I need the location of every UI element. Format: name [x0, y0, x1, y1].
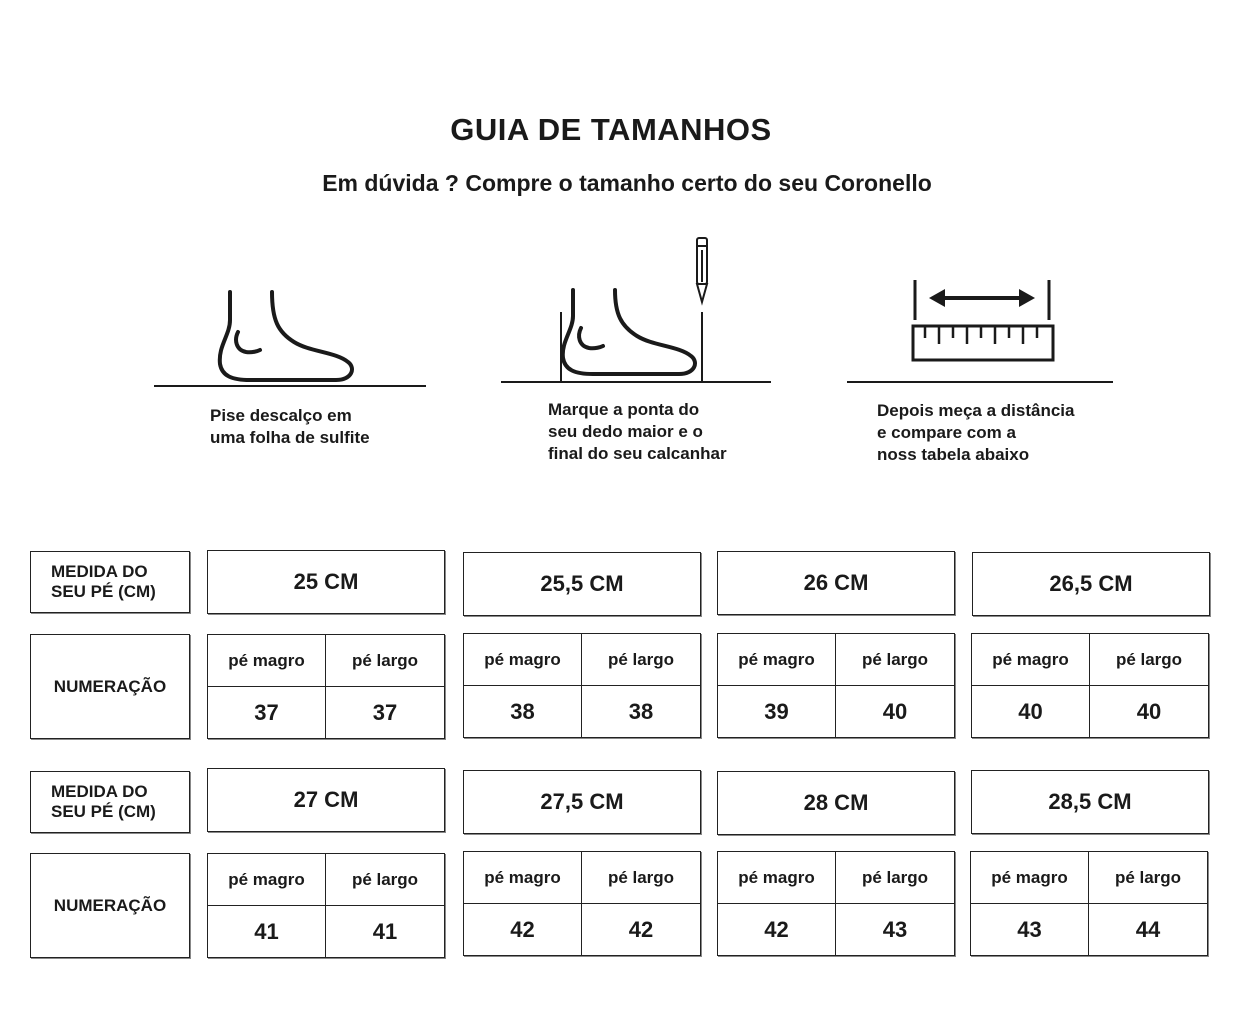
magro-value: 40	[972, 686, 1090, 737]
size-numbers-cell	[207, 853, 445, 958]
magro-value: 41	[208, 906, 326, 957]
magro-value: 38	[464, 686, 582, 737]
magro-value: 37	[208, 687, 326, 738]
step-3-text: Depois meça a distância e compare com a noss tabela abaixo	[877, 401, 1075, 464]
largo-value: 43	[882, 916, 908, 942]
foot-icon	[150, 280, 430, 392]
largo-value: 40	[1136, 698, 1162, 724]
col-magro-header: pé magro	[972, 634, 1090, 686]
size-numbers-cell	[717, 851, 955, 956]
largo-value: 40	[882, 698, 908, 724]
size-numbers-cell	[717, 633, 955, 738]
measure-label: MEDIDA DO SEU PÉ (CM)	[30, 551, 190, 613]
col-largo-header: pé largo	[326, 854, 444, 906]
col-largo-header: pé largo	[1090, 634, 1208, 686]
magro-value: 42	[718, 904, 836, 955]
size-numbers-cell	[971, 633, 1209, 738]
size-cm-cell: 25,5 CM	[463, 552, 701, 616]
col-largo-header: pé largo	[326, 635, 444, 687]
col-magro-header: pé magro	[718, 634, 836, 686]
largo-value: 44	[1135, 916, 1161, 942]
magro-value: 42	[464, 904, 582, 955]
size-cm-cell: 26,5 CM	[972, 552, 1210, 616]
size-cm-cell: 27,5 CM	[463, 770, 701, 834]
step-2-text: Marque a ponta do seu dedo maior e o final do seu calcanhar	[548, 400, 727, 463]
largo-value: 38	[628, 698, 654, 724]
largo-value: 41	[372, 918, 398, 944]
col-largo-header: pé largo	[582, 634, 700, 686]
col-largo-header: pé largo	[836, 634, 954, 686]
measure-label: MEDIDA DO SEU PÉ (CM)	[30, 771, 190, 833]
col-largo-header: pé largo	[1089, 852, 1207, 904]
size-cm-cell: 26 CM	[717, 551, 955, 615]
size-numbers-cell	[463, 633, 701, 738]
numbering-label: NUMERAÇÃO	[30, 634, 190, 739]
col-magro-header: pé magro	[464, 634, 582, 686]
col-magro-header: pé magro	[971, 852, 1089, 904]
size-cm-cell: 27 CM	[207, 768, 445, 832]
size-cm-cell: 28 CM	[717, 771, 955, 835]
size-cm-cell: 25 CM	[207, 550, 445, 614]
col-magro-header: pé magro	[464, 852, 582, 904]
col-magro-header: pé magro	[208, 635, 326, 687]
largo-value: 37	[372, 699, 398, 725]
col-magro-header: pé magro	[208, 854, 326, 906]
col-magro-header: pé magro	[718, 852, 836, 904]
size-cm-cell: 28,5 CM	[971, 770, 1209, 834]
size-numbers-cell	[207, 634, 445, 739]
foot-pencil-icon	[497, 232, 775, 388]
magro-value: 43	[971, 904, 1089, 955]
page-subtitle: Em dúvida ? Compre o tamanho certo do seu Coronello	[322, 170, 932, 196]
step-1-text: Pise descalço em uma folha de sulfite	[210, 406, 370, 447]
col-largo-header: pé largo	[582, 852, 700, 904]
magro-value: 39	[718, 686, 836, 737]
col-largo-header: pé largo	[836, 852, 954, 904]
size-numbers-cell	[463, 851, 701, 956]
numbering-label: NUMERAÇÃO	[30, 853, 190, 958]
ruler-icon	[843, 274, 1117, 388]
page-title: GUIA DE TAMANHOS	[450, 112, 772, 147]
largo-value: 42	[628, 916, 654, 942]
size-numbers-cell	[970, 851, 1208, 956]
